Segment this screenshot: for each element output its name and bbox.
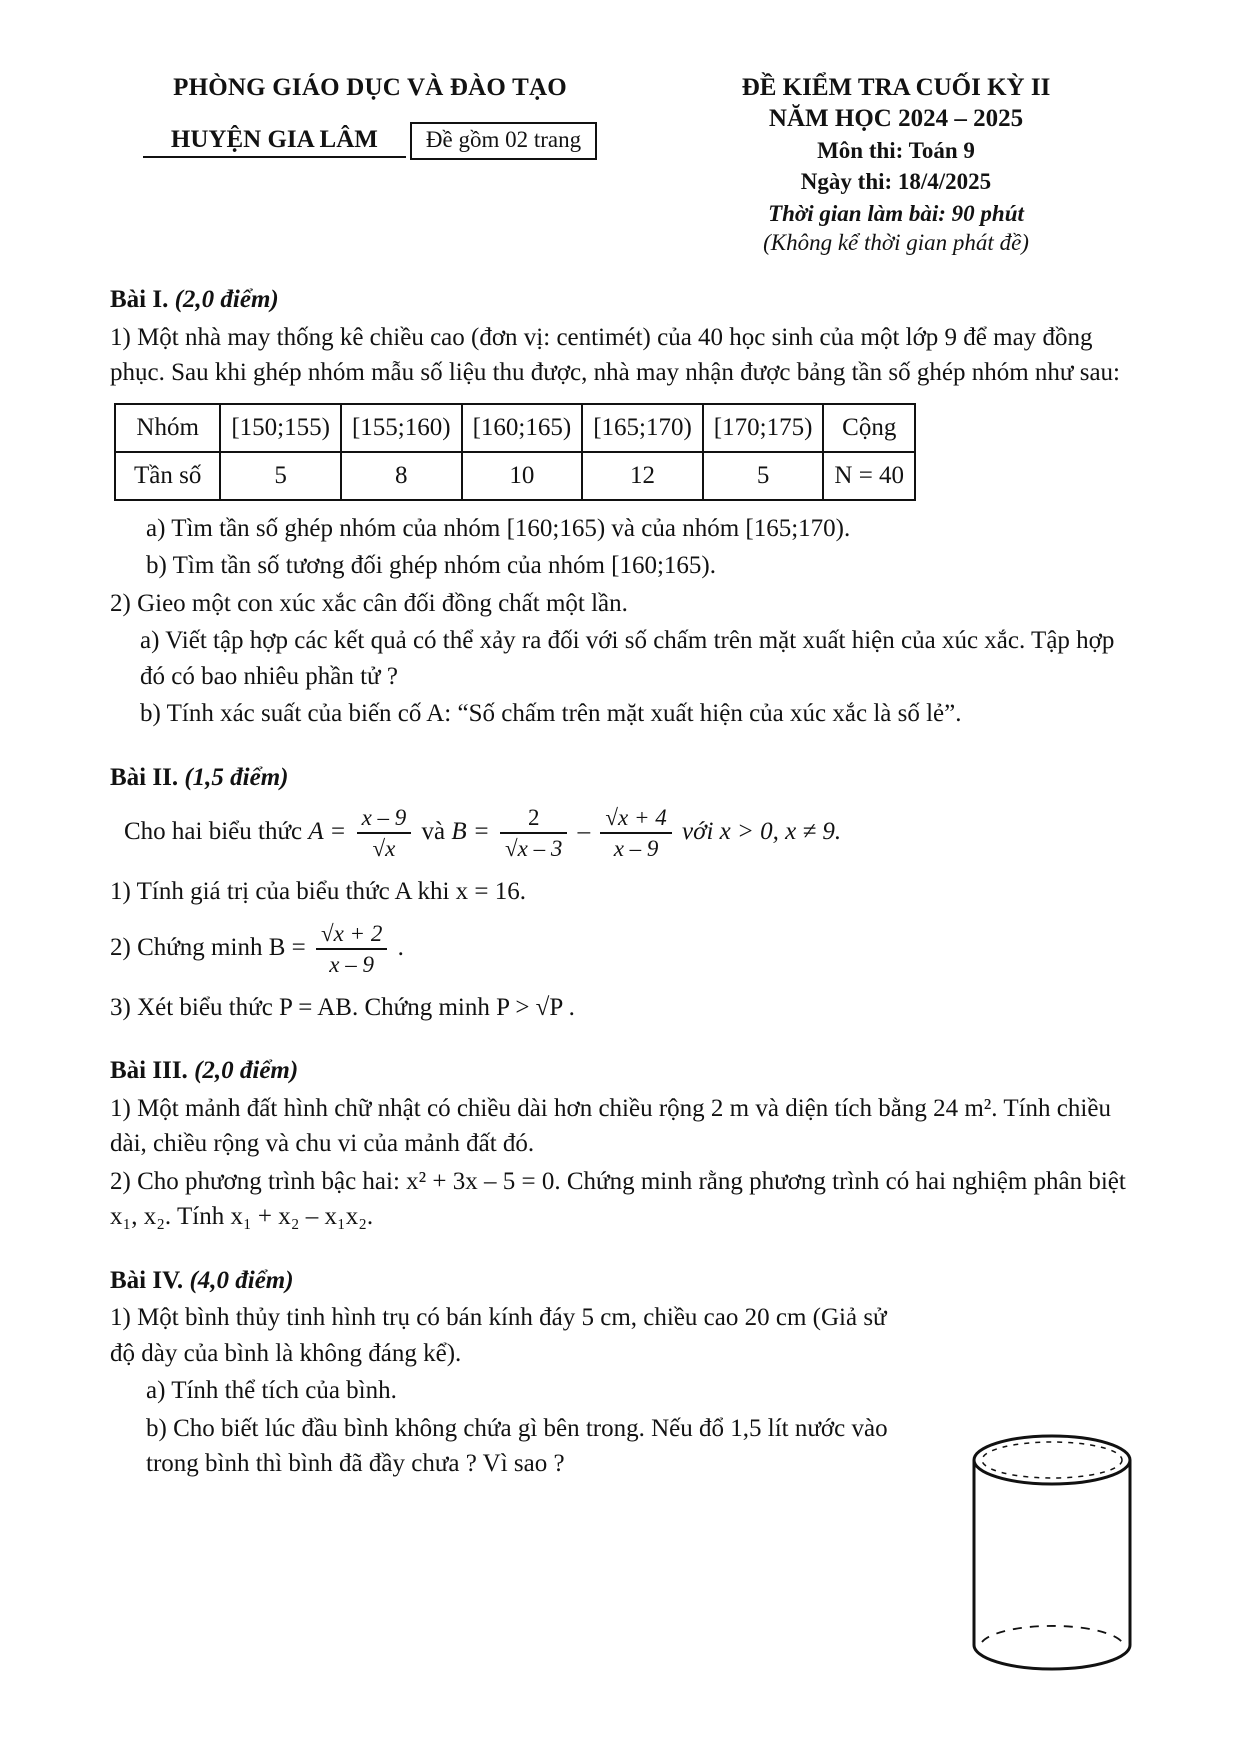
bai-1-heading [110, 282, 1131, 318]
freq-cell-4: 12 [582, 452, 703, 500]
bai-2-q2-prefix: 2) Chứng minh B = [110, 933, 306, 961]
fraction-q2 [316, 921, 387, 978]
bai-2-q2 [110, 921, 1131, 978]
bai-1-points: (2,0 điểm) [174, 286, 279, 313]
duration: Thời gian làm bài: 90 phút [768, 201, 1024, 226]
total-value-cell: N = 40 [823, 452, 915, 500]
fraction-b1-denominator: √x – 3 [505, 835, 563, 861]
bai-4-q1: 1) Một bình thủy tinh hình trụ có bán kính đáy 5 cm, chiều cao 20 cm (Giả sử độ dày của bình là không đáng kể). [110, 1304, 887, 1367]
bai-4-q1b: b) Cho biết lúc đầu bình không chứa gì bên trong. Nếu đổ 1,5 lít nước vào trong bình thì bình đã đầy chưa ? Vì sao ? [146, 1414, 888, 1477]
fraction-b1 [500, 805, 567, 862]
fraction-q2-denominator: x – 9 [329, 951, 374, 977]
fraction-b2 [600, 805, 671, 862]
duration-note: (Không kể thời gian phát đề) [763, 230, 1029, 255]
bai-1-q1: 1) Một nhà may thống kê chiều cao (đơn vị: centimét) của 40 học sinh của một lớp 9 để may đồng phục. Sau khi ghép nhóm mẫu số liệu thu được, nhà may nhận được bảng tần số ghép nhóm như sau: [110, 323, 1120, 386]
bai-2-expression-line [110, 805, 1131, 862]
bai-1-q1b: b) Tìm tần số tương đối ghép nhóm của nhóm [160;165). [146, 552, 716, 579]
bai-1-q2b: b) Tính xác suất của biến cố A: “Số chấm trên mặt xuất hiện của xúc xắc là số lẻ”. [140, 700, 962, 727]
group-cell-1: [150;155) [220, 404, 341, 452]
minus-sign: – [577, 817, 591, 845]
fraction-b1-numerator: 2 [500, 805, 567, 834]
fraction-q2-numerator: √x + 2 [316, 921, 387, 950]
fraction-b2-numerator: √x + 4 [600, 805, 671, 834]
frequency-table [114, 403, 916, 501]
header-right-block [661, 60, 1131, 256]
bai-4-points: (4,0 điểm) [189, 1266, 294, 1294]
table-row-groups [115, 404, 915, 452]
total-label-cell: Cộng [823, 404, 915, 452]
bai-3-q1: 1) Một mảnh đất hình chữ nhật có chiều dài hơn chiều rộng 2 m và diện tích bằng 24 m². Tính chiều dài, chiều rộng và chu vi của mảnh đất đó. [110, 1094, 1111, 1157]
row-label-group: Nhóm [115, 404, 220, 452]
condition-text: với x > 0, x ≠ 9. [682, 817, 842, 845]
bai-4-q1a: a) Tính thể tích của bình. [146, 1377, 397, 1404]
freq-cell-2: 8 [341, 452, 462, 500]
department-name: PHÒNG GIÁO DỤC VÀ ĐÀO TẠO [173, 74, 567, 101]
conjunction-and: và [421, 817, 446, 845]
freq-cell-5: 5 [703, 452, 824, 500]
header-left-block [110, 60, 630, 160]
cylinder-figure [960, 1430, 1145, 1690]
bai-2-points: (1,5 điểm) [184, 763, 289, 791]
bai-1-q2a: a) Viết tập hợp các kết quả có thể xảy ra đối với số chấm trên mặt xuất hiện của xúc xắc. Tập hợp đó có bao nhiêu phần tử ? [140, 627, 1115, 690]
bai-2-heading [110, 760, 1131, 796]
freq-cell-1: 5 [220, 452, 341, 500]
district-name: HUYỆN GIA LÂM [143, 126, 406, 158]
cylinder-icon [960, 1430, 1145, 1690]
page-count-box: Đề gồm 02 trang [410, 122, 597, 160]
bai-3-label: Bài III. [110, 1057, 188, 1084]
bai-1-q2: 2) Gieo một con xúc xắc cân đối đồng chất một lần. [110, 589, 628, 617]
bai-3-heading [110, 1053, 1131, 1089]
group-cell-2: [155;160) [341, 404, 462, 452]
subject: Môn thi: Toán 9 [817, 138, 975, 163]
school-year: NĂM HỌC 2024 – 2025 [768, 105, 1024, 132]
group-cell-5: [170;175) [703, 404, 824, 452]
freq-cell-3: 10 [462, 452, 583, 500]
group-cell-4: [165;170) [582, 404, 703, 452]
expr-a-label: A = [308, 817, 347, 845]
fraction-a-denominator: √x [372, 835, 396, 861]
bai-2-intro: Cho hai biểu thức [124, 817, 303, 845]
bai-1-label: Bài I. [110, 286, 169, 313]
bai-3-points: (2,0 điểm) [194, 1057, 299, 1084]
period: . [397, 933, 404, 961]
bai-2-q1: 1) Tính giá trị của biểu thức A khi x = 16. [110, 877, 527, 905]
row-label-frequency: Tần số [115, 452, 220, 500]
fraction-b2-denominator: x – 9 [613, 835, 659, 861]
exam-body [110, 282, 1131, 1482]
fraction-a-numerator: x – 9 [357, 805, 412, 834]
bai-2-q3: 3) Xét biểu thức P = AB. Chứng minh P > √P . [110, 993, 575, 1021]
exam-date: Ngày thi: 18/4/2025 [800, 169, 992, 194]
document-header [110, 60, 1131, 256]
fraction-a [357, 805, 412, 862]
expr-b-label: B = [451, 817, 490, 845]
bai-1-q1a: a) Tìm tần số ghép nhóm của nhóm [160;165) và của nhóm [165;170). [146, 514, 851, 542]
bai-3-q2: 2) Cho phương trình bậc hai: x² + 3x – 5 = 0. Chứng minh rằng phương trình có hai nghiệm phân biệt x₁, x₂. Tính x₁ + x₂ – x₁x₂. [110, 1167, 1126, 1230]
exam-title: ĐỀ KIỂM TRA CUỐI KỲ II [741, 74, 1051, 101]
bai-4-heading [110, 1263, 1131, 1299]
table-row-frequencies [115, 452, 915, 500]
group-cell-3: [160;165) [462, 404, 583, 452]
bai-2-label: Bài II. [110, 763, 179, 791]
bai-4-label: Bài IV. [110, 1266, 184, 1294]
